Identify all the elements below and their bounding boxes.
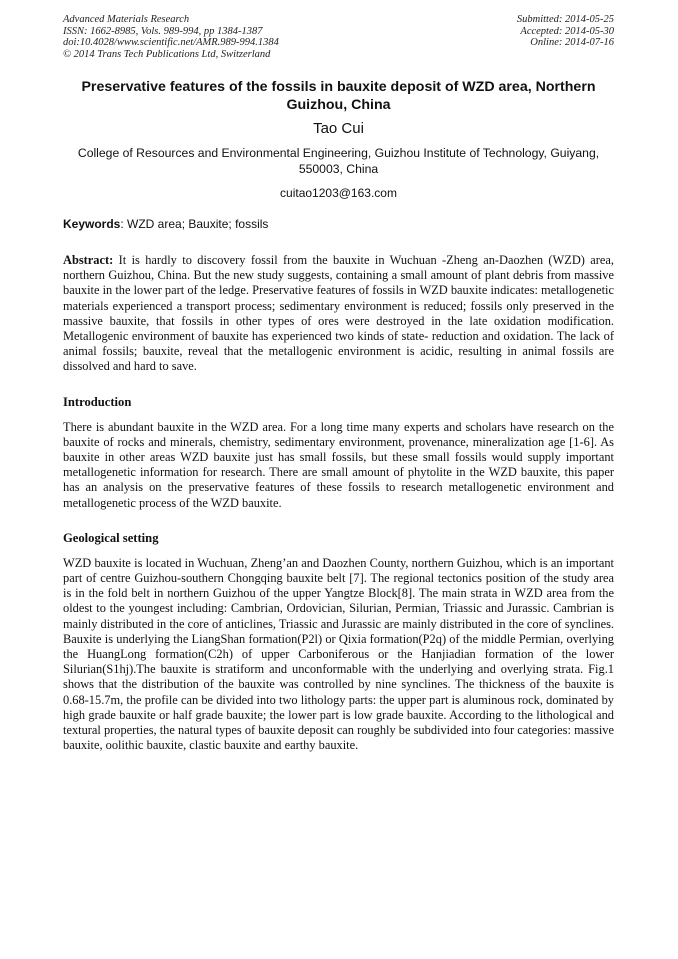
abstract-label: Abstract:	[63, 253, 114, 267]
online-date: Online: 2014-07-16	[530, 37, 614, 48]
journal-copyright: © 2014 Trans Tech Publications Ltd, Switzerland	[63, 48, 271, 60]
paper-page	[63, 14, 614, 753]
abstract-text: It is hardly to discovery fossil from the bauxite in Wuchuan -Zheng an-Daozhen (WZD) area, northern Guizhou, China. But the new study suggests, containing a small amount of plant debris from massive bauxite in the lower part of the ledge. Preservative features of fossils in WZD bauxite indicates: metallogenetic materials experienced a transport process; sedimentary environment is reduced; fossils only preserved in the massive bauxite, that fossils in other types of ores were destroyed in the late oxidation modification. Metallogenic environment of bauxite has experienced two kinds of state- reduction and oxidation. The lack of animal fossils; bauxite, reveal that the metallogenic environment is acidic, resulting in animal fossils are dissolved and hard to save.	[63, 253, 614, 374]
author-email: cuitao1203@163.com	[280, 186, 397, 200]
geological-setting-heading: Geological setting	[63, 530, 159, 545]
author-name: Tao Cui	[313, 120, 364, 137]
keywords	[63, 217, 614, 232]
submitted-date: Submitted: 2014-05-25	[516, 14, 614, 25]
journal-header	[63, 14, 614, 60]
publication-dates	[517, 14, 614, 60]
journal-doi: doi:10.4028/www.scientific.net/AMR.989-994.1384	[63, 37, 279, 48]
keywords-text: : WZD area; Bauxite; fossils	[120, 217, 269, 231]
journal-issn: ISSN: 1662-8985, Vols. 989-994, pp 1384-1387	[63, 25, 263, 37]
journal-name: Advanced Materials Research	[63, 14, 190, 25]
keywords-label: Keywords	[63, 217, 121, 231]
paper-title: Preservative features of the fossils in bauxite deposit of WZD area, Northern Guizhou, China	[81, 79, 596, 113]
journal-info	[63, 14, 279, 60]
introduction-text: There is abundant bauxite in the WZD area. For a long time many experts and scholars have research on the bauxite of rocks and minerals, chemistry, sedimentary environment, provenance, mineralization age [1-6]. As bauxite in other areas WZD bauxite just has small fossils, but these small fossils would supply important metallogenetic information for research. There are small amount of phytolite in the WZD bauxite, this paper has an analysis on the preservative features of these fossils to research metallogenetic environment and metallogenetic process of the WZD bauxite.	[63, 419, 614, 510]
geological-setting-text: WZD bauxite is located in Wuchuan, Zheng’an and Daozhen County, northern Guizhou, which is an important part of centre Guizhou-southern Chongqing bauxite belt [7]. The regional tectonics position of the study area is in the fold belt in northern Guizhou of the upper Yangtze Block[8]. The main strata in WZD area from the oldest to the youngest including: Cambrian, Ordovician, Silurian, Permian, Triassic and Jurassic. Cambrian is mainly distributed in the core of anticlines, Triassic and Jurassic are mainly distributed in the core of synclines. Bauxite is underlying the LiangShan formation(P2l) or Qixia formation(P2q) of the middle Permian, overlying the HuangLong formation(C2h) of upper Carboniferous or the Hanjiadian formation of the lower Silurian(S1hj).The bauxite is stratiform and unconformable with the underlying and overlying strata. Fig.1 shows that the distribution of the bauxite was controlled by nine synclines. The thickness of the bauxite is 0.68-15.7m, the profile can be divided into two lithology parts: the upper part is aluminous rock, dominated by high grade bauxite or half grade bauxite; the lower part is low grade bauxite. According to the lithological and textural properties, the natural types of bauxite deposit can roughly be subdivided into four categories: massive bauxite, oolithic bauxite, clastic bauxite and earthy bauxite.	[63, 555, 614, 753]
introduction-heading: Introduction	[63, 394, 132, 409]
accepted-date: Accepted: 2014-05-30	[520, 25, 614, 37]
author-affiliation: College of Resources and Environmental Engineering, Guizhou Institute of Technology, Guiyang, 550003, China	[77, 146, 600, 176]
abstract	[63, 253, 614, 375]
